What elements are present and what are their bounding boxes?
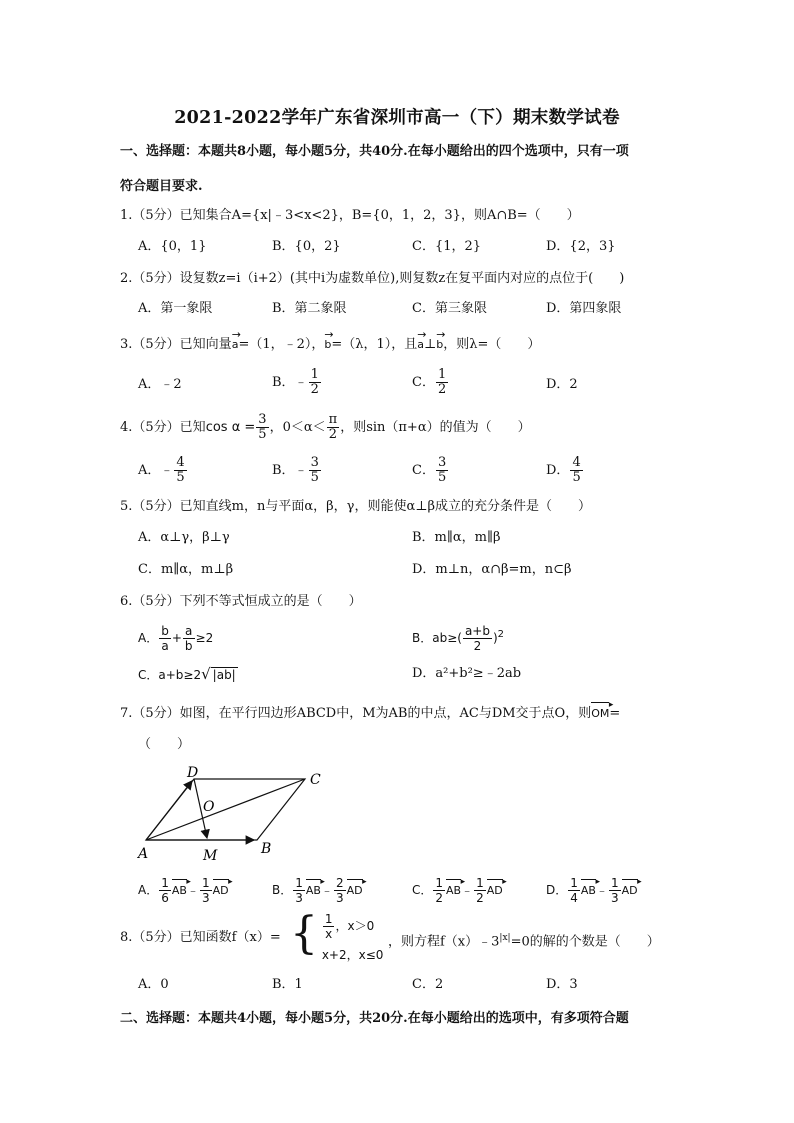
q6-option-b: B．ab≥( $\frac{a+b}{2}$ )$^2$ (412, 624, 505, 653)
q3-option-a: A．﹣2 (138, 377, 182, 392)
question-4-stem: 4.（5分）已知cos α = $\frac{3}{5}$ ，0＜α＜ $\frac{\pi}{2}$ ，则sin（π+α）的值为（ ） (120, 412, 531, 442)
q6-option-d: D．a²+b²≥﹣2ab (412, 666, 522, 681)
q7-paren: （ ） (138, 737, 191, 752)
question-6-stem: 6.（5分）下列不等式恒成立的是（ ） (120, 594, 362, 609)
q8-stem-tail: ，则方程$f(x)﹣3^{|x|}=0$的解的个数是（ ） (388, 933, 660, 950)
q2-option-c: C．第三象限 (412, 301, 487, 316)
question-1-stem: 1.（5分）已知集合A={x|﹣3<x<2}，B={0，1，2，3}，则A∩B=（ ） (120, 208, 580, 223)
q3-option-c: C． $\frac{1}{2}$ (412, 367, 447, 397)
question-3-stem: 3.（5分）已知向量→ a=（1，﹣2），→ b=（λ，1），且→ a⊥→ b，则λ=（ ） (120, 335, 540, 355)
q4-option-b: B．﹣ $\frac{3}{5}$ (272, 455, 319, 485)
page-title: 2021-2022学年广东省深圳市高一（下）期末数学试卷 (174, 108, 620, 128)
q8-option-b: B．1 (272, 977, 303, 992)
q1-option-a: A．{0，1} (138, 239, 207, 254)
q8-piecewise: { $\frac{1}{x}$ ，x＞0 x+2，x≤0 (290, 908, 384, 962)
q1-option-c: C．{1，2} (412, 239, 482, 254)
label-c: C (310, 772, 321, 788)
q6-option-a: A． $\frac{b}{a}$ + $\frac{a}{b}$ ≥2 (138, 624, 214, 653)
label-o: O (203, 799, 215, 815)
q2-option-b: B．第二象限 (272, 301, 347, 316)
q3-option-b: B．﹣ $\frac{1}{2}$ (272, 367, 319, 397)
q2-option-a: A．第一象限 (138, 301, 213, 316)
label-b: B (261, 841, 272, 857)
q1-option-d: D．{2，3} (546, 239, 616, 254)
question-8-stem: 8.（5分）已知函数f（x）= (120, 930, 281, 945)
section1-header-cont: 符合题目要求. (120, 179, 203, 194)
q8-option-d: D．3 (546, 977, 578, 992)
q5-option-b: B．m∥α，m∥β (412, 530, 501, 545)
parallelogram-figure (130, 762, 360, 867)
q3-option-d: D．2 (546, 377, 578, 392)
label-m: M (203, 848, 218, 864)
q7-option-a: A． $\frac{1}{6}$ AB ▸﹣ $\frac{1}{3}$ AD ▸ (138, 876, 229, 905)
q5-option-d: D．m⊥n，α∩β=m，n⊂β (412, 562, 572, 577)
question-7-stem: 7.（5分）如图，在平行四边形ABCD中，M为AB的中点，AC与DM交于点O，则OM ▸= (120, 702, 620, 724)
q1-option-b: B．{0，2} (272, 239, 341, 254)
vector-b: → b (324, 335, 331, 355)
q5-option-a: A．α⊥γ，β⊥γ (138, 530, 230, 545)
vector-om: OM ▸ (591, 702, 609, 724)
q7-option-b: B． $\frac{1}{3}$ AB ▸﹣ $\frac{2}{3}$ AD ▸ (272, 876, 363, 905)
q4-option-a: A．﹣ $\frac{4}{5}$ (138, 455, 185, 485)
section1-header: 一、选择题：本题共8小题，每小题5分，共40分.在每小题给出的四个选项中，只有一项 (120, 144, 629, 159)
section2-header: 二、选择题：本题共4小题，每小题5分，共20分.在每小题给出的选项中，有多项符合题 (120, 1011, 629, 1026)
q7-option-d: D． $\frac{1}{4}$ AB ▸﹣ $\frac{1}{3}$ AD ▸ (546, 876, 638, 905)
vector-a: → a (232, 335, 239, 355)
q2-option-d: D．第四象限 (546, 301, 622, 316)
q4-option-c: C． $\frac{3}{5}$ (412, 455, 447, 485)
label-d: D (187, 765, 199, 781)
question-2-stem: 2.（5分）设复数z=i（i+2）(其中i为虚数单位),则复数z在复平面内对应的点位于( ) (120, 271, 625, 286)
q6-option-c: C．a+b≥2√ |ab| (138, 665, 236, 683)
q8-option-a: A．0 (138, 977, 169, 992)
q4-option-d: D． $\frac{4}{5}$ (546, 455, 581, 485)
q8-option-c: C．2 (412, 977, 444, 992)
q7-option-c: C． $\frac{1}{2}$ AB ▸﹣ $\frac{1}{2}$ AD ▸ (412, 876, 503, 905)
question-5-stem: 5.（5分）已知直线m，n与平面α，β，γ，则能使α⊥β成立的充分条件是（ ） (120, 499, 591, 514)
q5-option-c: C．m∥α，m⊥β (138, 562, 234, 577)
label-a: A (138, 846, 149, 862)
